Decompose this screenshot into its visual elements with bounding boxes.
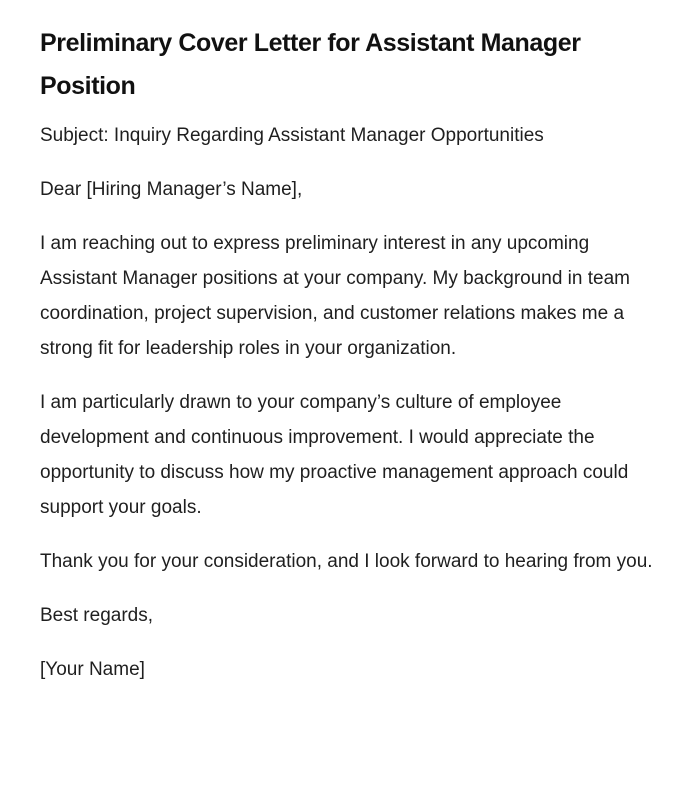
subject-line: Subject: Inquiry Regarding Assistant Manager Opportunities xyxy=(40,125,544,146)
salutation: Dear [Hiring Manager’s Name], xyxy=(40,179,303,200)
letter-title: Preliminary Cover Letter for Assistant Manager Position xyxy=(40,29,581,100)
signature-placeholder: [Your Name] xyxy=(40,659,145,680)
body-paragraph-culture: I am particularly drawn to your company’s culture of employee development and continuous improvement. I would appreciate the opportunity to discuss how my proactive management approach could support your goals. xyxy=(40,392,629,518)
body-paragraph-thanks: Thank you for your consideration, and I look forward to hearing from you. xyxy=(40,551,653,572)
closing: Best regards, xyxy=(40,605,153,626)
body-paragraph-interest: I am reaching out to express preliminary interest in any upcoming Assistant Manager positions at your company. My background in team coordination, project supervision, and customer relations makes me a strong fit for leadership roles in your organization. xyxy=(40,233,630,359)
